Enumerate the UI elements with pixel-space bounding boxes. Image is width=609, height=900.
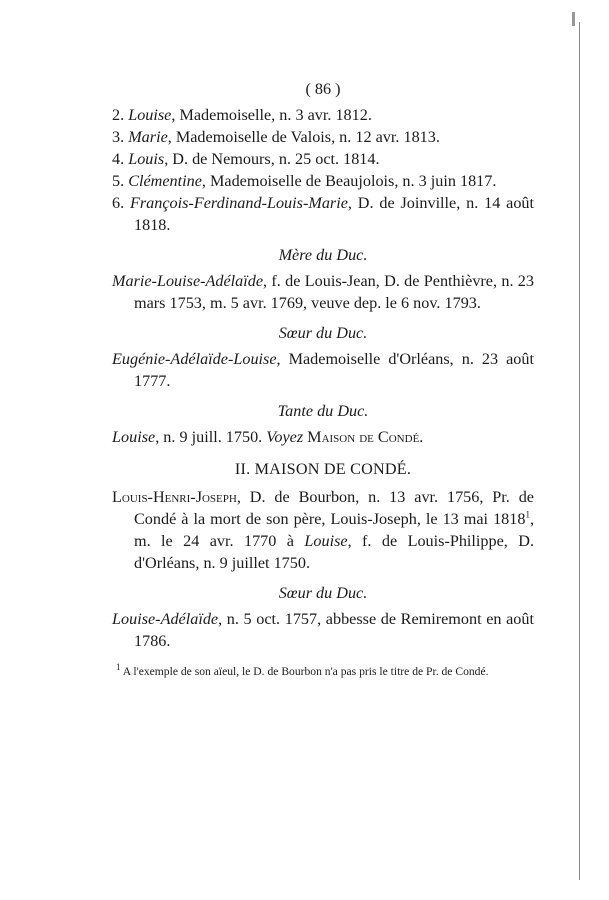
footnote-number: 1 <box>116 662 121 673</box>
section-heading-mere: Mère du Duc. <box>278 246 368 264</box>
section-heading-tante: Tante du Duc. <box>277 402 369 420</box>
page-content <box>112 78 534 692</box>
soeur-entry: Eugénie-Adélaïde-Louise, Mademoiselle d'Orléans, n. 23 août 1777. <box>112 350 534 390</box>
child-name: François-Ferdinand-Louis-Marie <box>129 194 348 212</box>
mere-name: Marie-Louise-Adélaïde <box>112 272 264 290</box>
page-edge-rule <box>579 22 580 880</box>
page-edge-mark <box>572 12 575 26</box>
footnote <box>112 664 534 680</box>
soeur-entry-2: Louise-Adélaïde, n. 5 oct. 1757, abbesse de Remiremont en août 1786. <box>112 610 534 650</box>
soeur-name-2: Louise-Adélaïde <box>112 610 219 628</box>
footnote-text: A l'exemple de son aïeul, le D. de Bourbon n'a pas pris le titre de Pr. de Condé. <box>120 665 489 678</box>
child-name: Marie <box>128 128 168 146</box>
mere-entry: Marie-Louise-Adélaïde, f. de Louis-Jean, D. de Penthièvre, n. 23 mars 1753, m. 5 avr. 1769, veuve dep. le 6 nov. 1793. <box>112 272 534 312</box>
tante-name: Louise <box>112 428 156 446</box>
child-name: Clémentine <box>128 172 202 190</box>
child-entry: 3. Marie, Mademoiselle de Valois, n. 12 avr. 1813. <box>112 128 440 146</box>
duc-entry: Louis-Henri-Joseph, D. de Bourbon, n. 13 avr. 1756, Pr. de Condé à la mort de son père, Louis-Joseph, le 13 mai 1818$^1$, m. le 24 avr. 1770 à Louise, f. de Louis-Philippe, D. d'Orléans, n. 9 juillet 1750. <box>112 488 534 572</box>
cross-reference: Maison de Condé. <box>307 428 424 446</box>
children-list <box>112 104 534 236</box>
duc-name: Louis-Henri-Joseph <box>112 488 237 506</box>
voyez-text: Voyez <box>266 428 304 446</box>
page-number: ( 86 ) <box>305 80 341 98</box>
tante-entry: Louise, n. 9 juill. 1750. Voyez Maison de Condé. <box>112 428 424 446</box>
child-name: Louis <box>128 150 165 168</box>
footnote-mark: 1 <box>525 509 530 520</box>
section-heading-soeur-2: Sœur du Duc. <box>278 584 368 602</box>
child-name: Louise <box>128 106 172 124</box>
soeur-name: Eugénie-Adélaïde-Louise <box>112 350 277 368</box>
child-entry: 5. Clémentine, Mademoiselle de Beaujolois, n. 3 juin 1817. <box>112 172 497 190</box>
wife-name: Louise <box>304 532 348 550</box>
child-entry: 4. Louis, D. de Nemours, n. 25 oct. 1814. <box>112 150 380 168</box>
section-title: II. MAISON DE CONDÉ. <box>234 460 412 478</box>
section-heading-soeur: Sœur du Duc. <box>278 324 368 342</box>
child-entry: 6. François-Ferdinand-Louis-Marie, D. de Joinville, n. 14 août 1818. <box>112 194 535 234</box>
child-entry: 2. Louise, Mademoiselle, n. 3 avr. 1812. <box>112 106 372 124</box>
